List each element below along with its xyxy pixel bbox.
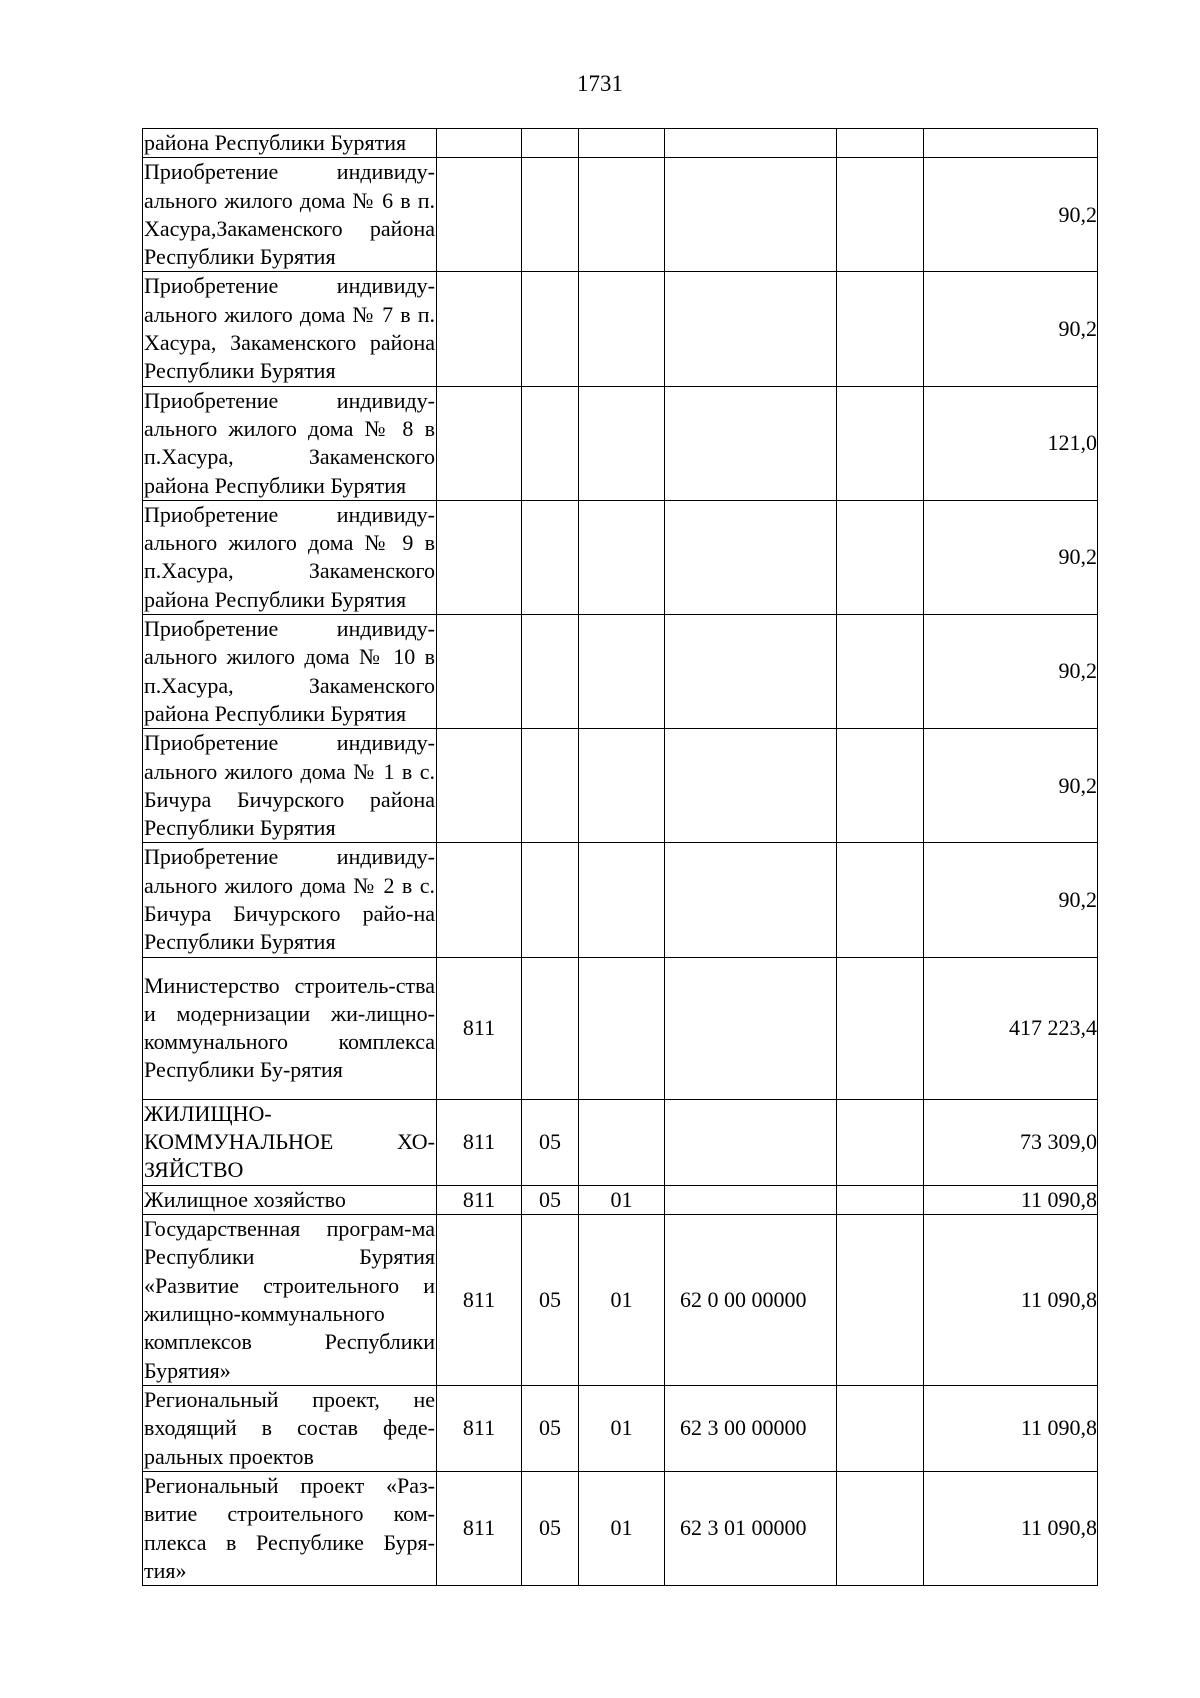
pr-cell: [579, 1099, 665, 1185]
rz-cell: 05: [522, 1385, 579, 1471]
rz-cell: [522, 615, 579, 729]
row-name-cell: Министерство строитель-ства и модернизации жи-лищно-коммунального комплекса Республики Бу-рятия: [143, 957, 437, 1099]
table-row: [143, 729, 1098, 843]
row-name-cell: Приобретение индивиду-ального жилого дома № 7 в п. Хасура, Закаменского района Республики Бурятия: [143, 272, 437, 386]
vr-cell: [837, 843, 924, 957]
table-row: [143, 615, 1098, 729]
ved-cell: [437, 843, 522, 957]
rz-cell: 05: [522, 1185, 579, 1214]
amount-cell: 90,2: [924, 843, 1098, 957]
table-row: [143, 1385, 1098, 1471]
vr-cell: [837, 1099, 924, 1185]
ved-cell: [437, 272, 522, 386]
ved-cell: [437, 729, 522, 843]
row-name-cell: Приобретение индивиду-ального жилого дома № 2 в с. Бичура Бичурского райо-на Республики Бурятия: [143, 843, 437, 957]
ved-cell: [437, 500, 522, 614]
table-row: [143, 957, 1098, 1099]
pr-cell: 01: [579, 1385, 665, 1471]
csr-cell: [665, 957, 837, 1099]
ved-cell: 811: [437, 1385, 522, 1471]
amount-cell: 11 090,8: [924, 1385, 1098, 1471]
row-name-cell: Государственная програм-ма Республики Бурятия «Развитие строительного и жилищно-коммунального комплексов Республики Бурятия»: [143, 1214, 437, 1385]
ved-cell: 811: [437, 1214, 522, 1385]
vr-cell: [837, 1471, 924, 1585]
csr-cell: [665, 1099, 837, 1185]
amount-cell: 90,2: [924, 158, 1098, 272]
table-row: [143, 1099, 1098, 1185]
csr-cell: 62 3 01 00000: [665, 1471, 837, 1585]
ved-cell: [437, 386, 522, 500]
pr-cell: [579, 500, 665, 614]
ved-cell: [437, 129, 522, 158]
pr-cell: 01: [579, 1214, 665, 1385]
ved-cell: 811: [437, 1185, 522, 1214]
vr-cell: [837, 1385, 924, 1471]
csr-cell: [665, 386, 837, 500]
rz-cell: [522, 129, 579, 158]
pr-cell: [579, 129, 665, 158]
pr-cell: [579, 272, 665, 386]
csr-cell: [665, 729, 837, 843]
row-name-cell: Приобретение индивиду-ального жилого дома № 9 в п.Хасура, Закаменского района Республики Бурятия: [143, 500, 437, 614]
vr-cell: [837, 1185, 924, 1214]
vr-cell: [837, 1214, 924, 1385]
rz-cell: [522, 729, 579, 843]
vr-cell: [837, 957, 924, 1099]
csr-cell: [665, 843, 837, 957]
amount-cell: 11 090,8: [924, 1214, 1098, 1385]
row-name-cell: Приобретение индивиду-ального жилого дома № 8 в п.Хасура, Закаменского района Республики Бурятия: [143, 386, 437, 500]
table-row: [143, 272, 1098, 386]
ved-cell: [437, 158, 522, 272]
amount-cell: 90,2: [924, 500, 1098, 614]
vr-cell: [837, 615, 924, 729]
rz-cell: [522, 500, 579, 614]
vr-cell: [837, 729, 924, 843]
vr-cell: [837, 129, 924, 158]
amount-cell: 11 090,8: [924, 1185, 1098, 1214]
budget-table: [142, 128, 1098, 1586]
ved-cell: [437, 615, 522, 729]
pr-cell: [579, 957, 665, 1099]
ved-cell: 811: [437, 1099, 522, 1185]
table-row: [143, 500, 1098, 614]
vr-cell: [837, 158, 924, 272]
rz-cell: [522, 957, 579, 1099]
csr-cell: 62 3 00 00000: [665, 1385, 837, 1471]
table-row: [143, 129, 1098, 158]
pr-cell: [579, 615, 665, 729]
vr-cell: [837, 386, 924, 500]
rz-cell: [522, 158, 579, 272]
csr-cell: [665, 272, 837, 386]
rz-cell: [522, 272, 579, 386]
amount-cell: 121,0: [924, 386, 1098, 500]
row-name-cell: Жилищное хозяйство: [143, 1185, 437, 1214]
csr-cell: [665, 615, 837, 729]
amount-cell: 417 223,4: [924, 957, 1098, 1099]
ved-cell: 811: [437, 957, 522, 1099]
pr-cell: [579, 729, 665, 843]
csr-cell: [665, 500, 837, 614]
rz-cell: 05: [522, 1471, 579, 1585]
pr-cell: 01: [579, 1471, 665, 1585]
amount-cell: 90,2: [924, 729, 1098, 843]
amount-cell: 90,2: [924, 615, 1098, 729]
row-name-cell: Приобретение индивиду-ального жилого дома № 6 в п. Хасура,Закаменского района Республики Бурятия: [143, 158, 437, 272]
table-row: [143, 386, 1098, 500]
pr-cell: [579, 158, 665, 272]
csr-cell: 62 0 00 00000: [665, 1214, 837, 1385]
csr-cell: [665, 158, 837, 272]
amount-cell: [924, 129, 1098, 158]
vr-cell: [837, 500, 924, 614]
csr-cell: [665, 1185, 837, 1214]
table-row: [143, 1214, 1098, 1385]
rz-cell: [522, 386, 579, 500]
vr-cell: [837, 272, 924, 386]
rz-cell: 05: [522, 1099, 579, 1185]
amount-cell: 73 309,0: [924, 1099, 1098, 1185]
row-name-cell: Приобретение индивиду-ального жилого дома № 10 в п.Хасура, Закаменского района Республики Бурятия: [143, 615, 437, 729]
amount-cell: 11 090,8: [924, 1471, 1098, 1585]
row-name-cell: Приобретение индивиду-ального жилого дома № 1 в с. Бичура Бичурского района Республики Бурятия: [143, 729, 437, 843]
pr-cell: [579, 843, 665, 957]
table-row: [143, 1185, 1098, 1214]
table-row: [143, 158, 1098, 272]
pr-cell: 01: [579, 1185, 665, 1214]
row-name-cell: Региональный проект, не входящий в состав феде-ральных проектов: [143, 1385, 437, 1471]
page-number: 1731: [577, 71, 623, 96]
row-name-cell: ЖИЛИЩНО-КОММУНАЛЬНОЕ ХО-ЗЯЙСТВО: [143, 1099, 437, 1185]
amount-cell: 90,2: [924, 272, 1098, 386]
pr-cell: [579, 386, 665, 500]
csr-cell: [665, 129, 837, 158]
ved-cell: 811: [437, 1471, 522, 1585]
row-name-cell: района Республики Бурятия: [143, 129, 437, 158]
rz-cell: [522, 843, 579, 957]
row-name-cell: Региональный проект «Раз-витие строительного ком-плекса в Республике Буря-тия»: [143, 1471, 437, 1585]
table-row: [143, 1471, 1098, 1585]
table-row: [143, 843, 1098, 957]
rz-cell: 05: [522, 1214, 579, 1385]
